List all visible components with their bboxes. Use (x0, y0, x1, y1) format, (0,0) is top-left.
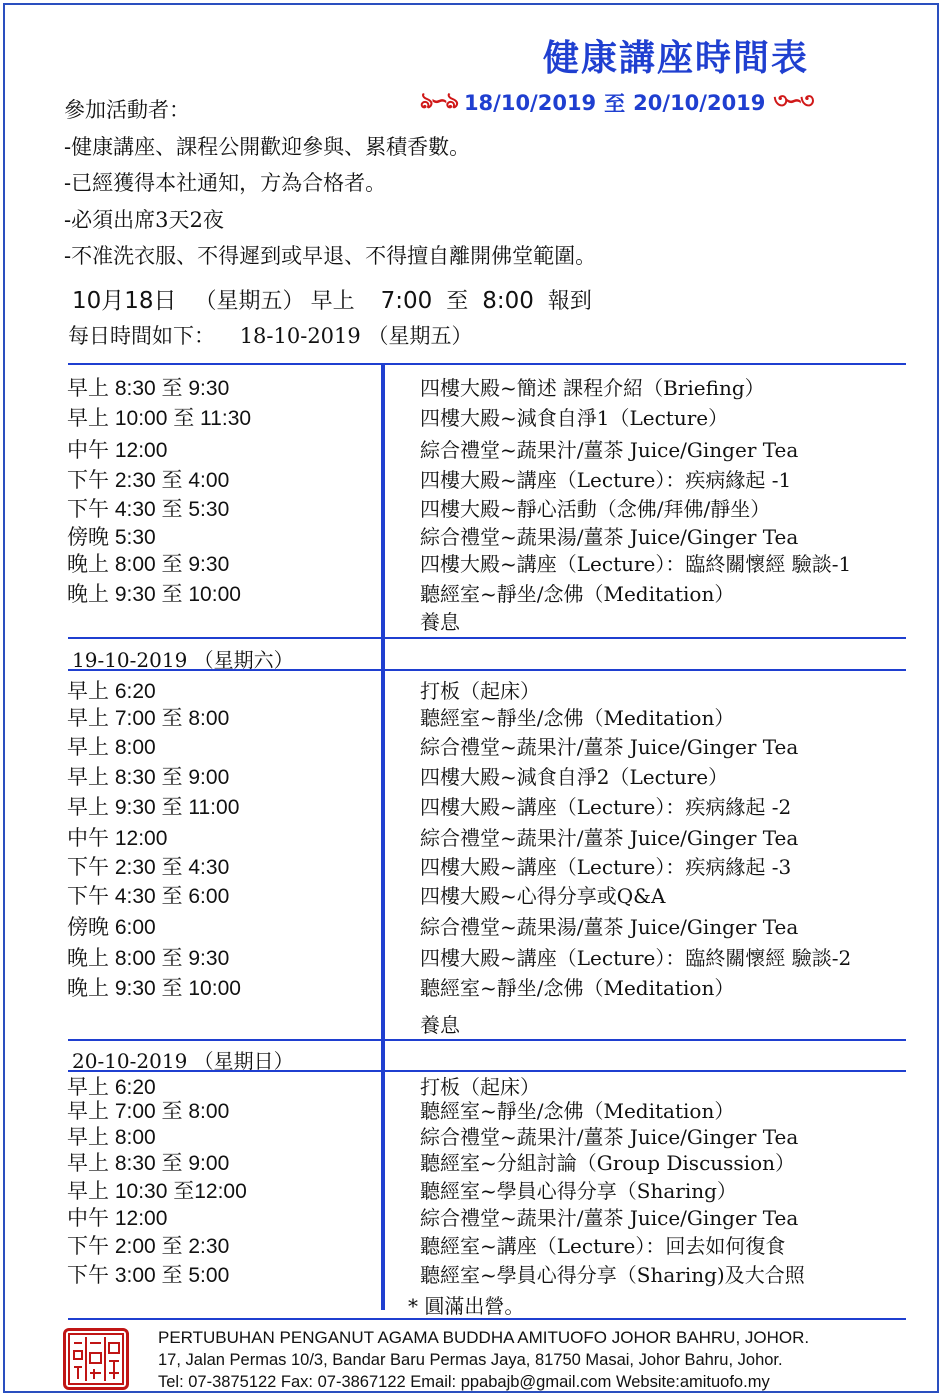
row-activity: 綜合禮堂~蔬果汁/薑茶 Juice/Ginger Tea (420, 1125, 799, 1149)
day2-header: 19-10-2019 （星期六） (72, 648, 294, 672)
intro-line: -健康講座、課程公開歡迎參與、累積香數。 (64, 134, 471, 159)
row-time: 晚上 8:00 至 9:30 (67, 553, 230, 576)
arrival-date: 10月18日 (72, 288, 177, 314)
row-time: 早上 10:30 至12:00 (67, 1180, 247, 1203)
closing-note: * 圓滿出營。 (408, 1294, 525, 1318)
schedule-row (0, 548, 946, 578)
schedule-row (0, 880, 946, 910)
day1-header: 18-10-2019 （星期五） (239, 324, 473, 348)
row-time: 下午 3:00 至 5:00 (67, 1264, 230, 1287)
schedule-row (0, 521, 946, 551)
participant-notes (64, 92, 596, 275)
row-time: 早上 8:00 (67, 1126, 156, 1149)
row-time: 早上 8:30 至 9:00 (67, 766, 230, 789)
schedule-row (0, 434, 946, 464)
row-time: 早上 6:20 (67, 1076, 156, 1099)
row-activity: 綜合禮堂~蔬果汁/薑茶 Juice/Ginger Tea (420, 1206, 799, 1230)
schedule-row (0, 972, 946, 1002)
row-time: 晚上 8:00 至 9:30 (67, 947, 230, 970)
daily-schedule-intro (68, 320, 472, 350)
row-activity: 四樓大殿~講座（Lecture）：疾病緣起 -1 (420, 468, 792, 492)
schedule-row (0, 372, 946, 402)
arrival-period: 早上 (310, 289, 355, 314)
row-activity: 綜合禮堂~蔬果湯/薑茶 Juice/Ginger Tea (420, 525, 799, 549)
row-time: 早上 7:00 至 8:00 (67, 707, 230, 730)
row-activity: 養息 (420, 1013, 460, 1037)
schedule-row (0, 578, 946, 608)
schedule-row (0, 731, 946, 761)
arrival-sep: 至 (446, 289, 469, 314)
row-activity: 四樓大殿~講座（Lecture）：疾病緣起 -3 (420, 855, 792, 879)
right-ornament-icon: ৩∽৩ (773, 89, 812, 114)
row-time: 下午 2:30 至 4:30 (67, 856, 230, 879)
seal-logo-icon (63, 1328, 129, 1390)
footer-org: PERTUBUHAN PENGANUT AGAMA BUDDHA AMITUOFO JOHOR BAHRU, JOHOR. (158, 1328, 810, 1347)
schedule-row (0, 761, 946, 791)
row-activity: 四樓大殿~減食自淨1（Lecture） (420, 406, 729, 430)
schedule-row (0, 822, 946, 852)
schedule-row (0, 1202, 946, 1232)
row-activity: 聽經室~靜坐/念佛（Meditation） (420, 976, 735, 1000)
schedule-row (0, 493, 946, 523)
row-time: 傍晚 5:30 (67, 526, 156, 549)
row-time: 中午 12:00 (67, 827, 168, 850)
schedule-row (0, 464, 946, 494)
row-time: 晚上 9:30 至 10:00 (67, 583, 241, 606)
footer (158, 1327, 809, 1393)
schedule-row (0, 1230, 946, 1260)
row-time: 早上 8:30 至 9:30 (67, 377, 230, 400)
left-ornament-icon: ঌ∽ঌ (420, 89, 456, 114)
intro-line: -必須出席3天2夜 (64, 207, 224, 232)
row-time: 早上 8:30 至 9:00 (67, 1152, 230, 1175)
row-activity: 四樓大殿~減食自淨2（Lecture） (420, 765, 729, 789)
row-activity: 四樓大殿~講座（Lecture）：臨終關懷經 驗談-1 (420, 552, 852, 576)
schedule-row (0, 1009, 946, 1039)
row-time: 早上 10:00 至 11:30 (67, 407, 252, 430)
schedule-row (0, 702, 946, 732)
arrival-weekday: （星期五） (194, 289, 305, 314)
row-activity: 聽經室~靜坐/念佛（Meditation） (420, 582, 735, 606)
schedule-row (0, 942, 946, 972)
row-time: 晚上 9:30 至 10:00 (67, 977, 241, 1000)
row-activity: 四樓大殿~簡述 課程介紹（Briefing） (420, 376, 765, 400)
row-activity: 打板（起床） (420, 1075, 540, 1099)
closing-row (0, 1290, 946, 1320)
row-activity: 四樓大殿~靜心活動（念佛/拜佛/靜坐） (420, 497, 771, 521)
row-time: 早上 9:30 至 11:00 (67, 796, 240, 819)
intro-line: -已經獲得本社通知，方為合格者。 (64, 171, 387, 195)
row-activity: 綜合禮堂~蔬果湯/薑茶 Juice/Ginger Tea (420, 915, 799, 939)
schedule-row (0, 851, 946, 881)
row-activity: 綜合禮堂~蔬果汁/薑茶 Juice/Ginger Tea (420, 438, 799, 462)
schedule-row (0, 402, 946, 432)
arrival-start: 7:00 (380, 288, 433, 314)
row-activity: 聽經室~靜坐/念佛（Meditation） (420, 1099, 735, 1123)
daily-label: 每日時間如下： (68, 324, 215, 348)
divider (68, 1039, 906, 1041)
date-range-end: 20/10/2019 (633, 90, 766, 115)
row-activity: 養息 (420, 610, 460, 634)
row-activity: 聽經室~學員心得分享（Sharing)及大合照 (420, 1263, 805, 1287)
row-time: 中午 12:00 (67, 1207, 168, 1230)
intro-heading: 參加活動者： (64, 98, 190, 122)
row-time: 下午 2:30 至 4:00 (67, 469, 230, 492)
row-time: 早上 7:00 至 8:00 (67, 1100, 230, 1123)
row-activity: 聽經室~分組討論（Group Discussion） (420, 1151, 795, 1175)
schedule-row (0, 675, 946, 705)
schedule-row (0, 791, 946, 821)
footer-address: 17, Jalan Permas 10/3, Bandar Baru Permas Jaya, 81750 Masai, Johor Bahru, Johor. (158, 1351, 783, 1369)
row-time: 早上 6:20 (67, 680, 156, 703)
row-activity: 四樓大殿~講座（Lecture）：臨終關懷經 驗談-2 (420, 946, 852, 970)
row-activity: 聽經室~學員心得分享（Sharing） (420, 1179, 737, 1203)
row-activity: 四樓大殿~講座（Lecture）：疾病緣起 -2 (420, 795, 792, 819)
arrival-label: 報到 (547, 289, 592, 314)
row-activity: 綜合禮堂~蔬果汁/薑茶 Juice/Ginger Tea (420, 735, 799, 759)
divider (68, 363, 906, 365)
intro-line: -不准洗衣服、不得遲到或早退、不得擅自離開佛堂範圍。 (64, 244, 597, 268)
row-activity: 聽經室~靜坐/念佛（Meditation） (420, 706, 735, 730)
row-activity: 四樓大殿~心得分享或Q&A (420, 884, 666, 908)
row-time: 下午 4:30 至 6:00 (67, 885, 230, 908)
schedule-row (0, 1175, 946, 1205)
day3-header: 20-10-2019 （星期日） (72, 1049, 294, 1073)
row-activity: 綜合禮堂~蔬果汁/薑茶 Juice/Ginger Tea (420, 826, 799, 850)
row-time: 傍晚 6:00 (67, 916, 156, 939)
row-activity: 打板（起床） (420, 679, 540, 703)
date-range-sep: 至 (604, 91, 626, 116)
row-time: 下午 2:00 至 2:30 (67, 1235, 230, 1258)
row-time: 早上 8:00 (67, 736, 156, 759)
arrival-line (72, 282, 592, 315)
schedule-row (0, 911, 946, 941)
row-time: 下午 4:30 至 5:30 (67, 498, 230, 521)
date-range-start: 18/10/2019 (463, 90, 597, 115)
footer-contact: Tel: 07-3875122 Fax: 07-3867122 Email: ppabajb@gmail.com Website:amituofo.my (158, 1373, 770, 1391)
divider (68, 637, 906, 639)
schedule-row (0, 606, 946, 636)
seal-graphic (66, 1331, 126, 1387)
schedule-row (0, 1147, 946, 1177)
page-title: 健康講座時間表 (542, 38, 809, 79)
arrival-end: 8:00 (482, 288, 534, 314)
schedule-row (0, 1259, 946, 1289)
row-activity: 聽經室~講座（Lecture）：回去如何復食 (420, 1234, 786, 1258)
row-time: 中午 12:00 (67, 439, 168, 462)
